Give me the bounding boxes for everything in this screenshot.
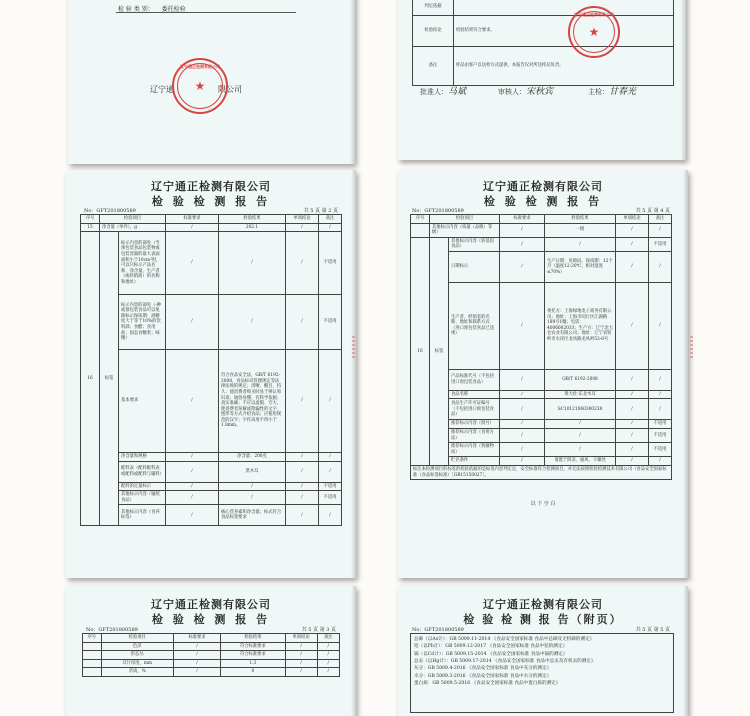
- methods-list: [410, 633, 674, 713]
- company-name-line: 辽宁通 限公司: [150, 85, 242, 94]
- list-item: 蛋白质：GB 5009.5-2016 《食品安全国家标准 食品中蛋白质的测定》: [414, 681, 561, 687]
- col-header: 检验项目: [100, 215, 166, 224]
- report-title: 检 验 检 测 报 告: [483, 195, 603, 208]
- table-header-row: 序号 检验项目 标准要求 检验结果 单项结论 备注: [411, 215, 672, 224]
- remark-label: 备注: [413, 47, 454, 86]
- inspector-signature: 主检：甘春光: [588, 87, 637, 97]
- report-title: 检 验 检 测 报 告: [151, 195, 271, 208]
- table-row: 其他标示内容（食养标签） / 核心营养素和净含量；标式符合食品标签要求 / /: [81, 505, 342, 526]
- table-header-row: 序号 检验项目 标准要求 检验结果 单项结论 备注: [83, 634, 340, 643]
- table-row: 基本要求 / 符合食品安全法，GB/T 6192-2008，食品标识管理规定等法律法规的规定；清晰、醒目、持久；使消费者购买时易于辨认和识读；通俗易懂、有科学依据；真实准确；不应以虚假、夸大、使消费者误解或欺骗性的文字、图形等方式介绍食品；应使用规范的汉字；字符高度不得小于1.8mm。 / /: [81, 350, 342, 453]
- table-row: 净含量和规格 / 净含量：200克 / /: [81, 453, 342, 462]
- page-indicator: 共 5 页 第 5 页: [635, 627, 670, 633]
- table-row: 色泽 / 符合标准要求 / /: [83, 642, 340, 651]
- blank-below-mark: 以 下 空 白: [530, 501, 556, 507]
- table-row: 贮存条件 / 请置于阴凉、通风、干燥处 / /: [411, 457, 672, 466]
- col-header: 序号: [81, 215, 100, 224]
- company-title: 辽宁通正检测有限公司: [483, 180, 603, 193]
- col-header: 标准要求: [166, 215, 219, 224]
- table-footnote-row: [411, 465, 672, 479]
- report-number: No：GFT201800589: [86, 627, 138, 633]
- table-row: 产品标准代号（不包括进口预包装食品） / GB/T 6192-2008 / /: [411, 369, 672, 390]
- perforation-mark: [690, 336, 693, 358]
- list-item: 灰分：GB 5009.4-2016 《食品安全国家标准 食品中灰分的测定》: [414, 666, 552, 672]
- report-page-4: [398, 170, 688, 578]
- report-page-appendix: [398, 586, 688, 716]
- approver-signature: 批准人：马斌: [420, 87, 467, 97]
- table-row: 杂质，% / 0 / /: [83, 668, 340, 677]
- table-row: 食品生产许可证编号（不包括进口预包装食品） / SC10121060300238 / /: [411, 399, 672, 420]
- list-item: 铅（以Pb计）：GB 5009.12-2017 《食品安全国家标准 食品中铅的测定》: [414, 644, 568, 650]
- company-seal: 辽宁通正检测有限公司 ★: [568, 6, 620, 58]
- col-header: 单项结论: [286, 215, 319, 224]
- table-row: 生产者、经销者的名称、地址和联系方式（进口预包装食品已违规） / 委托方：上海绿地电子商务有限公司；地址：上海市闵行区江湖路189号1幢；电话：4006002033；生产方：辽宁北大仓农业有限公司；地址：辽宁省铁岭市水洋区龙凤路龙凤岭53-8号 / /: [411, 282, 672, 369]
- report-number: No：GFT201800589: [84, 208, 136, 214]
- table-row: 形态丛 / 符合标准要求 / /: [83, 651, 340, 660]
- table-row: 其他标示内容（辐照食品） / / / 不适用: [81, 491, 342, 505]
- conclusion-value: 检验结果符合要求。: [454, 16, 674, 47]
- company-seal: 辽宁通正检测有限公司 ★: [172, 58, 228, 114]
- table-header-row: [81, 215, 342, 224]
- table-row: 耳片厚度，mm / 1.3 / /: [83, 659, 340, 668]
- company-title: 辽宁通正检测有限公司: [151, 598, 271, 611]
- table-row: 16 标签 标示内容的部免（当预包装食品包装物或包装容器的最大表面面积小于10cm²时，可以只标示产品名称、净含量、生产者（或经销商）的名称和地址） / / / 不适用: [81, 232, 342, 295]
- company-title: 辽宁通正检测有限公司: [483, 598, 603, 611]
- table-row: 推荐标示内容（批号） / / / 不适用: [411, 420, 672, 429]
- col-header: 备注: [319, 215, 342, 224]
- list-item: 总砷（以As计）：GB 5009.11-2014 《食品安全国家标准 食品中总砷及无机砷的测定》: [414, 637, 595, 642]
- report-page-2: [66, 170, 356, 578]
- reviewer-signature: 审核人：宋秋宾: [498, 87, 554, 97]
- basis-label: 判定依据: [413, 0, 454, 16]
- remark-value: 样品由客户以送检方式提供，本报告仅对所送样品负责。: [454, 47, 674, 86]
- table-row: 标示内容的部免（-种或预包装食品可以免除标示保质期：酒精度大于等于10%的饮料酒；食醋；食用盐；固态食糖类；味精） / / / 不适用: [81, 295, 342, 350]
- footnote: 标注本检测项目的标签的检验依据的是标签内容判定定，安全标准符合检测项目，并无法按照检验检测技术有限公司（食品安全国家标准（食品标签标准）［GB15150027］。: [411, 465, 672, 479]
- basis-value: [454, 0, 674, 16]
- table-row: 推荐标示内容（致敏物质） / / / 不适用: [411, 443, 672, 457]
- table-row: 推荐标示内容（食用方法） / / / 不适用: [411, 429, 672, 443]
- inspection-table: [82, 633, 340, 677]
- list-item: 镉（以Cd计）：GB 5009.15-2014 《食品安全国家标准 食品中镉的测定》: [414, 651, 568, 657]
- page-indicator: 共 5 页 第 4 页: [635, 208, 670, 214]
- perforation-mark: [352, 336, 355, 358]
- report-page-3: [66, 586, 356, 716]
- inspection-table: [410, 214, 672, 480]
- report-number: No：GFT201800589: [412, 208, 464, 214]
- table-row: 日期标示 / 生产日期：见喷码，保质期：12个月（温度12-20℃，相对湿度≤70%） / /: [411, 251, 672, 282]
- table-row: 其他标示内容（质量（品级）等级） / 一级 / /: [411, 223, 672, 237]
- page-indicator: 共 5 页 第 3 页: [301, 627, 336, 633]
- report-title: 检 验 检 测 报 告: [151, 613, 271, 626]
- inspection-table: [80, 214, 342, 526]
- conclusion-table: [412, 0, 674, 86]
- report-title: 检 验 检 测 报 告（附页）: [463, 613, 623, 626]
- col-header: 检验结果: [219, 215, 286, 224]
- conclusion-label: 检验结论: [413, 16, 454, 47]
- table-row: 15 净含量（单件），g / 202.1 / /: [81, 223, 342, 232]
- report-number: No：GFT201800589: [412, 627, 464, 633]
- table-row: 配料的定量标示 / / / 不适用: [81, 482, 342, 491]
- list-item: 水分：GB 5009.3-2016 《食品安全国家标准 食品中水分的测定》: [414, 673, 552, 679]
- report-page-cover: [68, 0, 355, 164]
- page-indicator: 共 5 页 第 2 页: [303, 208, 338, 214]
- table-row: 配料表（配料配料表或配料或配料与辅料） / 黑木耳 / /: [81, 461, 342, 482]
- report-page-conclusion: [398, 0, 686, 160]
- table-row: 16 标签 其他标示内容（转基因食品） / / / 不适用: [411, 237, 672, 251]
- inspection-type-value: 委托检验: [161, 6, 186, 13]
- inspection-type-label: 检 验 类 别：: [118, 6, 154, 13]
- table-row: 食品名称 / 黄大杜·东北木耳 / /: [411, 390, 672, 399]
- list-item: 总汞（以Hg计）：GB 5009.17-2014 《食品安全国家标准 食品中总汞及有机汞的测定》: [414, 659, 596, 665]
- company-title: 辽宁通正检测有限公司: [151, 180, 271, 193]
